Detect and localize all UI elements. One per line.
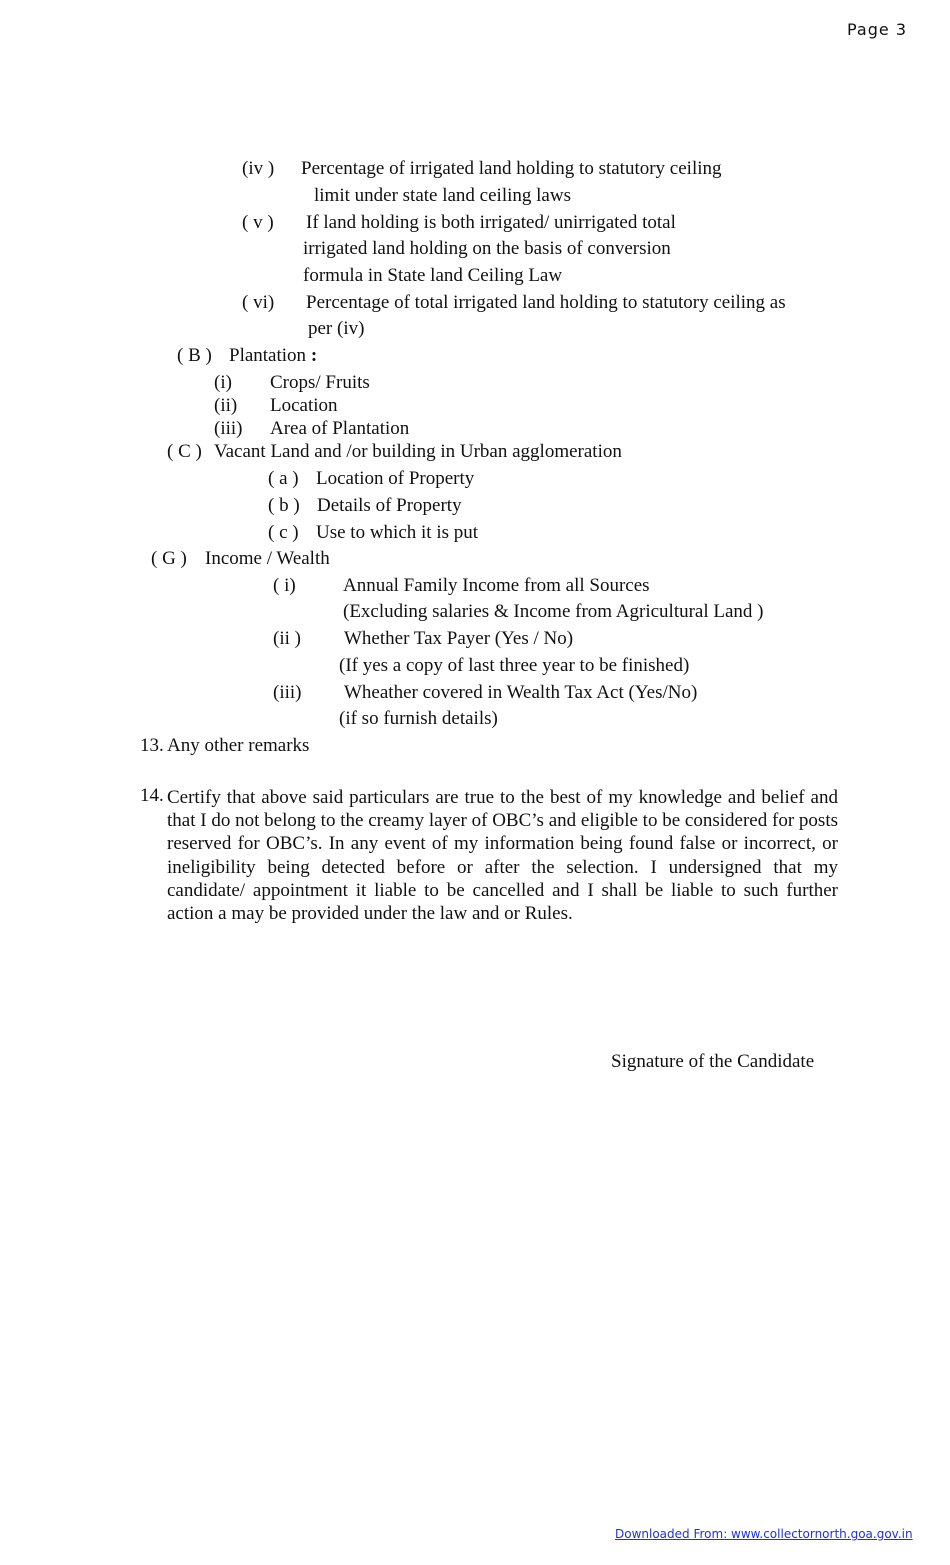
income-i-line2: (Excluding salaries & Income from Agricultural Land ) [343, 601, 764, 622]
plantation-item-text: Area of Plantation [270, 418, 410, 439]
section-c-label: Vacant Land and /or building in Urban agglomeration [214, 441, 622, 462]
vacant-item-marker: ( c ) [268, 522, 299, 543]
item-v-line3: formula in State land Ceiling Law [303, 265, 563, 286]
item-14-paragraph: Certify that above said particulars are true to the best of my knowledge and belief and that I do not belong to the creamy layer of OBC’s and eligible to be considered for posts reserved for OBC’s. In any event of my information being found false or incorrect, or ineligibility being detected before or after the selection. I undersigned that my candidate/ appointment it liable to be cancelled and I shall be liable to such further action a may be provided under the law and or Rules. [167, 787, 838, 925]
plantation-item-marker: (ii) [214, 395, 238, 416]
section-g-label: Income / Wealth [205, 548, 330, 569]
section-c-marker: ( C ) [167, 441, 202, 462]
section-b-heading [229, 346, 317, 365]
section-b-marker: ( B ) [177, 345, 212, 366]
vacant-item-marker: ( a ) [268, 468, 299, 489]
item-vi-line1: Percentage of total irrigated land holding to statutory ceiling as [306, 292, 786, 313]
vacant-item-text: Location of Property [316, 468, 475, 489]
item-iv-line1: Percentage of irrigated land holding to statutory ceiling [301, 158, 722, 179]
income-iii-line2: (if so furnish details) [339, 708, 498, 729]
income-ii-line1: Whether Tax Payer (Yes / No) [344, 628, 574, 649]
plantation-item-marker: (i) [214, 372, 232, 393]
vacant-item-text: Use to which it is put [316, 522, 479, 543]
item-v-marker: ( v ) [242, 212, 274, 233]
section-g-marker: ( G ) [151, 548, 187, 569]
income-iii-marker: (iii) [273, 682, 302, 703]
item-vi-marker: ( vi) [242, 292, 275, 313]
item-13-number: 13. [140, 735, 164, 756]
item-vi-line2: per (iv) [308, 318, 365, 339]
vacant-item-marker: ( b ) [268, 495, 300, 516]
item-v-line1: If land holding is both irrigated/ unirrigated total [306, 212, 676, 233]
item-14-number: 14. [140, 785, 164, 806]
item-13-text: Any other remarks [167, 735, 310, 756]
item-v-line2: irrigated land holding on the basis of conversion [303, 238, 671, 259]
income-i-marker: ( i) [273, 575, 296, 596]
section-b-label: Plantation [229, 345, 307, 366]
item-iv-line2: limit under state land ceiling laws [314, 185, 571, 206]
page-number: Page 3 [847, 20, 907, 39]
plantation-item-marker: (iii) [214, 418, 243, 439]
signature-label: Signature of the Candidate [611, 1051, 815, 1072]
plantation-item-text: Location [270, 395, 338, 416]
income-i-line1: Annual Family Income from all Sources [343, 575, 650, 596]
section-b-colon: : [310, 345, 318, 366]
income-iii-line1: Wheather covered in Wealth Tax Act (Yes/No) [344, 682, 698, 703]
source-link[interactable]: Downloaded From: www.collectornorth.goa.gov.in [615, 1527, 913, 1541]
income-ii-line2: (If yes a copy of last three year to be finished) [339, 655, 690, 676]
item-iv-marker: (iv ) [242, 158, 275, 179]
vacant-item-text: Details of Property [317, 495, 462, 516]
plantation-item-text: Crops/ Fruits [270, 372, 370, 393]
income-ii-marker: (ii ) [273, 628, 301, 649]
